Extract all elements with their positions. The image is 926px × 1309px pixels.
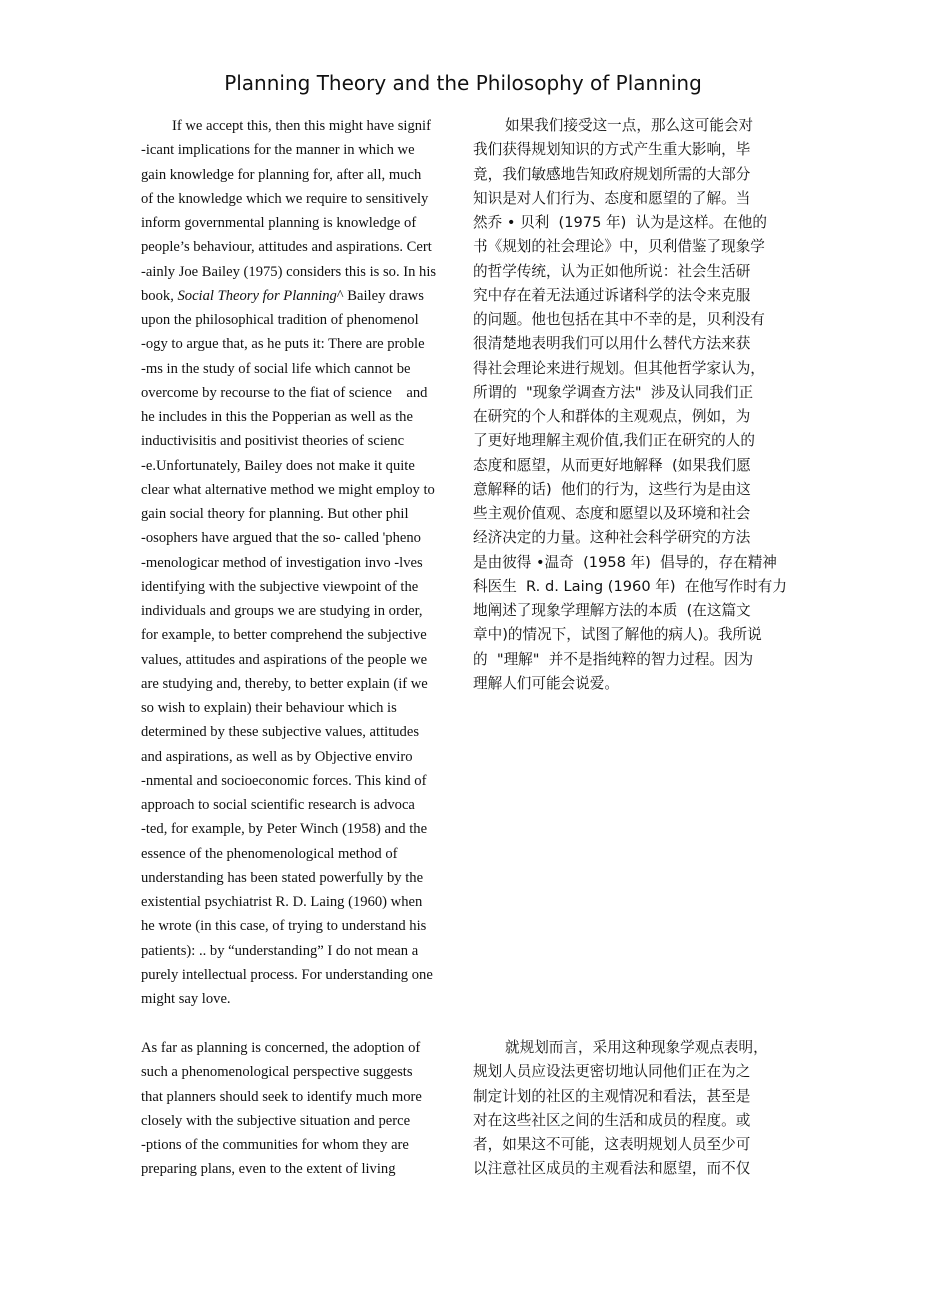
chinese-line: 理解人们可能会说爱。 <box>473 674 619 692</box>
chinese-line: 者，如果这不可能，这表明规划人员至少可 <box>473 1136 751 1153</box>
chinese-line: 经济决定的力量。这种社会科学研究的方法 <box>473 529 751 547</box>
page-title: Planning Theory and the Philosophy of Planning <box>224 71 702 95</box>
chinese-line: 就规划而言，采用这种现象学观点表明， <box>505 1039 768 1056</box>
english-line: -icant implications for the manner in which we <box>141 142 415 159</box>
chinese-line: 知识是对人们行为、态度和愿望的了解。当 <box>473 189 751 207</box>
english-line: such a phenomenological perspective suggests <box>141 1064 413 1081</box>
chinese-line: 对在这些社区之间的生活和成员的程度。或 <box>473 1111 751 1129</box>
chinese-line: 竟，我们敏感地告知政府规划所需的大部分 <box>473 165 751 183</box>
english-line: are studying and, thereby, to better explain (if we <box>141 675 428 692</box>
chinese-line: 制定计划的社区的主观情况和看法，甚至是 <box>473 1087 751 1105</box>
line-text: ^ Bailey draws <box>336 287 424 304</box>
english-line: values, attitudes and aspirations of the people we <box>141 651 428 668</box>
chinese-line: 得社会理论来进行规划。但其他哲学家认为， <box>473 359 765 377</box>
english-line: clear what alternative method we might employ to <box>141 481 435 498</box>
english-line: -ainly Joe Bailey (1975) considers this is so. In his <box>141 263 437 280</box>
chinese-line: 如果我们接受这一点，那么这可能会对 <box>505 117 754 134</box>
english-line: for example, to better comprehend the subjective <box>141 627 427 644</box>
chinese-line: 很清楚地表明我们可以用什么替代方法来获 <box>473 335 751 353</box>
chinese-line: 的哲学传统，认为正如他所说：社会生活研 <box>473 262 751 280</box>
english-line: -nmental and socioeconomic forces. This kind of <box>141 772 427 789</box>
english-line: -e.Unfortunately, Bailey does not make it quite <box>141 457 415 474</box>
chinese-line: 是由彼得 •温奇 (1958 年) 倡导的，存在精神 <box>473 553 777 571</box>
chinese-line: 章中)的情况下，试图了解他的病人)。我所说 <box>473 626 762 644</box>
english-line: -ted, for example, by Peter Winch (1958) and the <box>141 821 428 838</box>
book-title: Social Theory for Planning <box>177 287 337 304</box>
chinese-line: 以注意社区成员的主观看法和愿望，而不仅 <box>473 1160 751 1178</box>
chinese-line: 究中存在着无法通过诉诸科学的法令来克服 <box>473 286 751 304</box>
english-line: inform governmental planning is knowledge of <box>141 215 417 231</box>
english-line: -osophers have argued that the so- called 'pheno <box>141 530 421 547</box>
english-line: -ms in the study of social life which cannot be <box>141 360 411 377</box>
chinese-paragraph-1 <box>473 114 793 696</box>
english-line: people’s behaviour, attitudes and aspirations. Cert <box>141 239 432 256</box>
english-line: gain social theory for planning. But other phil <box>141 506 409 522</box>
english-line: -ptions of the communities for whom they are <box>141 1137 409 1153</box>
chinese-line: 的问题。他也包括在其中不幸的是，贝利没有 <box>473 311 765 328</box>
english-line: purely intellectual process. For understanding one <box>141 966 433 983</box>
english-line: might say love. <box>141 991 231 1007</box>
english-line: he wrote (in this case, of trying to understand his <box>141 918 427 935</box>
chinese-line: 然乔 • 贝利 (1975 年) 认为是这样。在他的 <box>473 214 767 231</box>
chinese-line: 态度和愿望，从而更好地解释 (如果我们愿 <box>473 456 751 474</box>
english-line: If we accept this, then this might have signif <box>172 118 431 134</box>
english-line: overcome by recourse to the fiat of science and <box>141 384 428 401</box>
english-line: patients): .. by “understanding” I do not mean a <box>141 942 419 959</box>
english-line: essence of the phenomenological method of <box>141 845 398 862</box>
english-line: that planners should seek to identify much more <box>141 1088 422 1105</box>
chinese-line: 的 "理解" 并不是指纯粹的智力过程。因为 <box>473 650 754 668</box>
chinese-paragraph-2 <box>473 1036 793 1182</box>
english-paragraph-2 <box>141 1036 459 1182</box>
english-line: inductivisitis and positivist theories of scienc <box>141 433 405 450</box>
chinese-line: 意解释的话) 他们的行为，这些行为是由这 <box>473 480 751 498</box>
english-line: so wish to explain) their behaviour which is <box>141 700 397 716</box>
english-line: -ogy to argue that, as he puts it: There are proble <box>141 336 425 353</box>
chinese-line: 所谓的 "现象学调查方法" 涉及认同我们正 <box>473 383 754 401</box>
english-line: determined by these subjective values, attitudes <box>141 724 420 741</box>
chinese-line: 了更好地理解主观价值,我们正在研究的人的 <box>473 432 755 450</box>
english-line: closely with the subjective situation and perce <box>141 1112 411 1129</box>
english-line: approach to social scientific research is advoca <box>141 797 415 813</box>
english-line: gain knowledge for planning for, after all, much <box>141 166 422 183</box>
english-line: As far as planning is concerned, the adoption of <box>141 1040 421 1056</box>
chinese-line: 些主观价值观、态度和愿望以及环境和社会 <box>473 505 751 522</box>
english-line: understanding has been stated powerfully by the <box>141 869 424 886</box>
chinese-line: 地阐述了现象学理解方法的本质 (在这篇文 <box>473 602 751 619</box>
english-line: upon the philosophical tradition of phenomenol <box>141 312 419 328</box>
english-line: existential psychiatrist R. D. Laing (1960) when <box>141 894 423 910</box>
chinese-line: 科医生 R. d. Laing (1960 年) 在他写作时有力 <box>473 577 787 595</box>
english-line: preparing plans, even to the extent of living <box>141 1161 396 1178</box>
english-line: identifying with the subjective viewpoint of the <box>141 578 419 595</box>
chinese-line: 我们获得规划知识的方式产生重大影响，毕 <box>473 141 751 159</box>
chinese-line: 规划人员应设法更密切地认同他们正在为之 <box>473 1063 751 1081</box>
english-paragraph-1 <box>141 114 459 1011</box>
english-line: individuals and groups we are studying in order, <box>141 603 423 619</box>
chinese-line: 书《规划的社会理论》中，贝利借鉴了现象学 <box>473 238 765 256</box>
chinese-line: 在研究的个人和群体的主观观点，例如，为 <box>473 408 751 425</box>
english-line: and aspirations, as well as by Objective enviro <box>141 748 413 765</box>
english-line: -menologicar method of investigation invo -lves <box>141 554 423 571</box>
english-line: he includes in this the Popperian as well as the <box>141 409 413 425</box>
line-text: book, <box>141 287 178 304</box>
english-line: of the knowledge which we require to sensitively <box>141 190 429 207</box>
english-line <box>141 284 459 308</box>
